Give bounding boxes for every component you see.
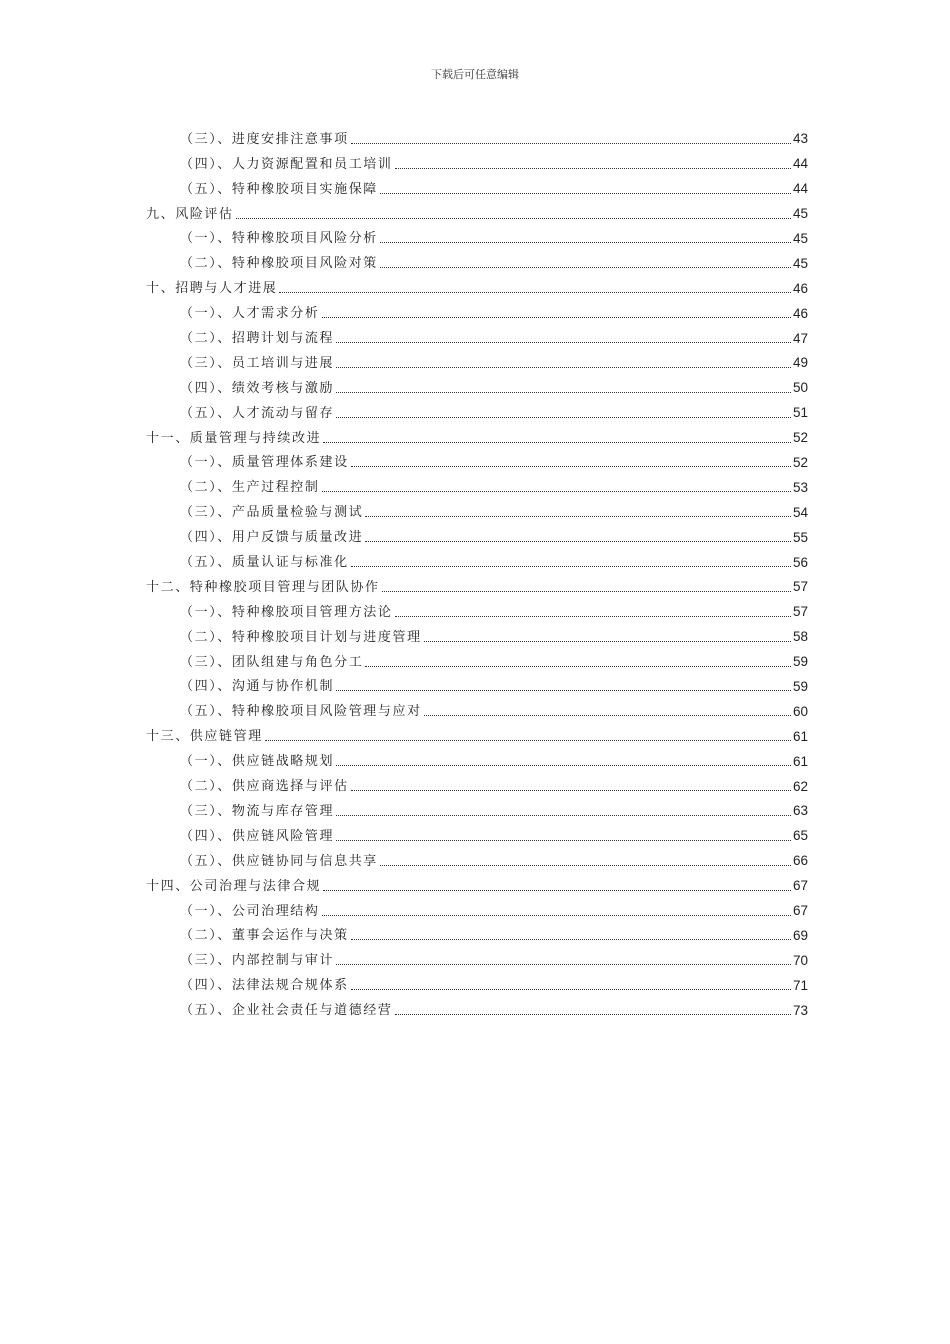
toc-section-entry[interactable]: [146, 697, 808, 722]
toc-entry-title: （五）、特种橡胶项目实施保障: [180, 181, 378, 197]
toc-dot-leader: [351, 988, 791, 990]
toc-page-number: 70: [792, 952, 808, 968]
toc-entry-title: 十四、公司治理与法律合规: [146, 878, 322, 894]
toc-page-number: 71: [792, 977, 808, 993]
toc-page-number: 57: [792, 579, 808, 595]
toc-entry-title: （四）、人力资源配置和员工培训: [180, 156, 393, 172]
toc-section-entry[interactable]: [146, 473, 808, 498]
toc-dot-leader: [382, 590, 791, 592]
toc-section-entry[interactable]: [146, 946, 808, 971]
toc-page-number: 56: [792, 554, 808, 570]
toc-dot-leader: [380, 241, 791, 243]
toc-entry-title: （四）、绩效考核与激励: [180, 380, 335, 396]
toc-entry-title: （四）、供应链风险管理: [180, 828, 335, 844]
toc-page-number: 47: [792, 330, 808, 346]
toc-section-entry[interactable]: [146, 449, 808, 474]
toc-page-number: 55: [792, 529, 808, 545]
toc-dot-leader: [351, 938, 791, 940]
toc-entry-title: 十一、质量管理与持续改进: [146, 430, 322, 446]
toc-section-entry[interactable]: [146, 523, 808, 548]
toc-section-entry[interactable]: [146, 175, 808, 200]
toc-chapter-entry[interactable]: [146, 200, 808, 225]
toc-page-number: 44: [792, 181, 808, 197]
toc-page-number: 60: [792, 703, 808, 719]
toc-dot-leader: [322, 490, 791, 492]
toc-dot-leader: [365, 540, 791, 542]
toc-page-number: 45: [792, 230, 808, 246]
toc-dot-leader: [351, 142, 791, 144]
toc-section-entry[interactable]: [146, 797, 808, 822]
toc-page-number: 59: [792, 654, 808, 670]
toc-dot-leader: [336, 341, 791, 343]
toc-entry-title: （一）、质量管理体系建设: [180, 455, 349, 471]
toc-page-number: 65: [792, 828, 808, 844]
toc-entry-title: （五）、企业社会责任与道德经营: [180, 1003, 393, 1019]
toc-page-number: 73: [792, 1002, 808, 1018]
toc-entry-title: （三）、产品质量检验与测试: [180, 505, 364, 521]
toc-section-entry[interactable]: [146, 249, 808, 274]
toc-entry-title: （一）、公司治理结构: [180, 903, 320, 919]
toc-section-entry[interactable]: [146, 225, 808, 250]
toc-entry-title: （一）、人才需求分析: [180, 306, 320, 322]
toc-dot-leader: [424, 714, 791, 716]
toc-entry-title: 十二、特种橡胶项目管理与团队协作: [146, 579, 380, 595]
toc-page-number: 51: [792, 405, 808, 421]
toc-page-number: 61: [792, 728, 808, 744]
toc-entry-title: （五）、质量认证与标准化: [180, 555, 349, 571]
toc-chapter-entry[interactable]: [146, 573, 808, 598]
toc-dot-leader: [336, 839, 791, 841]
toc-section-entry[interactable]: [146, 125, 808, 150]
toc-page-number: 46: [792, 305, 808, 321]
toc-entry-title: （四）、沟通与协作机制: [180, 679, 335, 695]
toc-dot-leader: [336, 416, 791, 418]
toc-section-entry[interactable]: [146, 299, 808, 324]
toc-page-number: 54: [792, 504, 808, 520]
toc-page-number: 66: [792, 853, 808, 869]
toc-entry-title: （一）、特种橡胶项目管理方法论: [180, 604, 393, 620]
toc-dot-leader: [380, 864, 791, 866]
toc-entry-title: （三）、内部控制与审计: [180, 953, 335, 969]
toc-dot-leader: [351, 789, 791, 791]
toc-entry-title: 十、招聘与人才进展: [146, 281, 278, 297]
toc-section-entry[interactable]: [146, 374, 808, 399]
toc-section-entry[interactable]: [146, 548, 808, 573]
toc-dot-leader: [351, 565, 791, 567]
toc-section-entry[interactable]: [146, 498, 808, 523]
toc-section-entry[interactable]: [146, 399, 808, 424]
toc-section-entry[interactable]: [146, 673, 808, 698]
toc-chapter-entry[interactable]: [146, 424, 808, 449]
toc-entry-title: （一）、特种橡胶项目风险分析: [180, 231, 378, 247]
page-header: 下载后可任意编辑: [431, 68, 519, 81]
toc-dot-leader: [395, 1013, 791, 1015]
toc-section-entry[interactable]: [146, 971, 808, 996]
toc-page-number: 61: [792, 753, 808, 769]
toc-entry-title: （二）、特种橡胶项目计划与进度管理: [180, 629, 422, 645]
toc-entry-title: （三）、进度安排注意事项: [180, 131, 349, 147]
toc-dot-leader: [336, 814, 791, 816]
toc-dot-leader: [351, 465, 791, 467]
toc-entry-title: （二）、董事会运作与决策: [180, 928, 349, 944]
toc-dot-leader: [380, 192, 791, 194]
toc-dot-leader: [279, 291, 791, 293]
toc-page-number: 67: [792, 878, 808, 894]
toc-dot-leader: [395, 167, 791, 169]
toc-entry-title: 九、风险评估: [146, 206, 234, 222]
toc-page-number: 58: [792, 629, 808, 645]
toc-page-number: 59: [792, 678, 808, 694]
toc-dot-leader: [323, 441, 791, 443]
toc-page-number: 67: [792, 903, 808, 918]
toc-dot-leader: [336, 963, 791, 965]
toc-entry-title: （四）、法律法规合规体系: [180, 978, 349, 994]
toc-entry-title: （三）、团队组建与角色分工: [180, 654, 364, 670]
toc-dot-leader: [236, 217, 791, 219]
toc-entry-title: （五）、特种橡胶项目风险管理与应对: [180, 704, 422, 720]
toc-section-entry[interactable]: [146, 648, 808, 673]
toc-dot-leader: [424, 640, 791, 642]
toc-page-number: 49: [792, 355, 808, 371]
toc-section-entry[interactable]: [146, 324, 808, 349]
toc-dot-leader: [336, 366, 791, 368]
toc-entry-title: （三）、物流与库存管理: [180, 803, 335, 819]
toc-dot-leader: [365, 515, 791, 517]
toc-chapter-entry[interactable]: [146, 872, 808, 897]
toc-section-entry[interactable]: [146, 747, 808, 772]
toc-section-entry[interactable]: [146, 772, 808, 797]
toc-page-number: 62: [792, 778, 808, 794]
toc-dot-leader: [323, 889, 791, 891]
toc-dot-leader: [322, 316, 791, 318]
toc-section-entry[interactable]: [146, 847, 808, 872]
toc-entry-title: （二）、供应商选择与评估: [180, 779, 349, 795]
toc-entry-title: （二）、生产过程控制: [180, 480, 320, 496]
toc-entry-title: （五）、人才流动与留存: [180, 405, 335, 421]
toc-page-number: 63: [792, 803, 808, 819]
toc-page-number: 50: [792, 380, 808, 396]
toc-section-entry[interactable]: [146, 922, 808, 947]
toc-dot-leader: [380, 266, 791, 268]
toc-page-number: 45: [792, 255, 808, 271]
toc-page-number: 52: [792, 454, 808, 470]
toc-entry-title: （三）、员工培训与进展: [180, 355, 335, 371]
toc-dot-leader: [336, 391, 791, 393]
toc-page-number: 44: [792, 156, 808, 172]
toc-page-number: 69: [792, 927, 808, 943]
toc-dot-leader: [395, 615, 791, 617]
toc-section-entry[interactable]: [146, 822, 808, 847]
table-of-contents: [146, 125, 808, 1021]
toc-dot-leader: [336, 689, 791, 691]
toc-page-number: 45: [792, 206, 808, 222]
toc-entry-title: （五）、供应链协同与信息共享: [180, 853, 378, 869]
toc-section-entry[interactable]: [146, 349, 808, 374]
toc-dot-leader: [322, 914, 791, 916]
toc-entry-title: （四）、用户反馈与质量改进: [180, 530, 364, 546]
toc-entry-title: （二）、特种橡胶项目风险对策: [180, 256, 378, 272]
toc-entry-title: 十三、供应链管理: [146, 729, 263, 745]
toc-entry-title: （二）、招聘计划与流程: [180, 331, 335, 347]
toc-section-entry[interactable]: [146, 150, 808, 175]
toc-page-number: 57: [792, 604, 808, 620]
toc-section-entry[interactable]: [146, 598, 808, 623]
toc-section-entry[interactable]: [146, 897, 808, 922]
toc-section-entry[interactable]: [146, 623, 808, 648]
toc-page-number: 53: [792, 479, 808, 495]
toc-page-number: 46: [792, 280, 808, 296]
toc-dot-leader: [365, 665, 791, 667]
toc-chapter-entry[interactable]: [146, 274, 808, 299]
toc-section-entry[interactable]: [146, 996, 808, 1021]
toc-chapter-entry[interactable]: [146, 722, 808, 747]
toc-page-number: 52: [792, 430, 808, 446]
toc-dot-leader: [336, 764, 791, 766]
toc-entry-title: （一）、供应链战略规划: [180, 754, 335, 770]
toc-dot-leader: [265, 739, 791, 741]
toc-page-number: 43: [792, 131, 808, 147]
